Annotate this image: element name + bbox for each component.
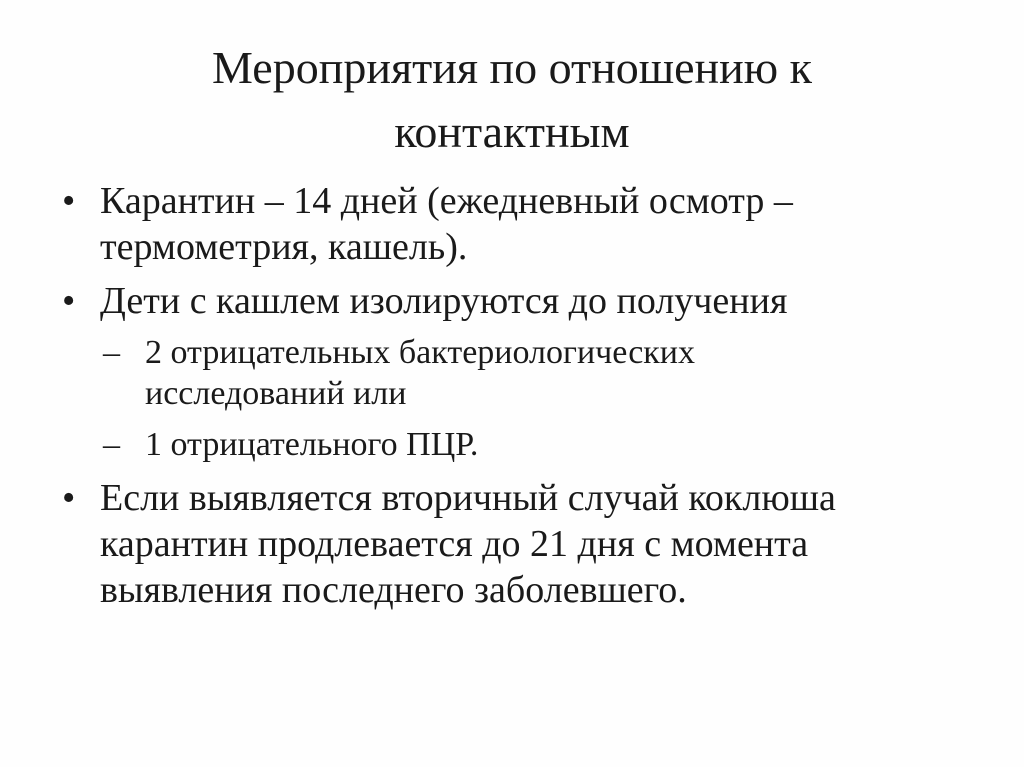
slide-title [0, 36, 1024, 164]
sub-item-text-line: исследований или [145, 375, 407, 412]
bullet-item-isolation [56, 278, 976, 324]
bullet-marker: • [62, 477, 76, 519]
bullet-marker: • [62, 280, 76, 322]
dash-marker: – [103, 426, 120, 463]
title-line: контактным [394, 106, 630, 157]
bullet-item-quarantine [56, 178, 976, 270]
bullet-item-secondary-case [56, 475, 976, 613]
bullet-text-line: термометрия, кашель). [100, 226, 468, 268]
sub-item-text-line: 2 отрицательных бактериологических [145, 334, 695, 371]
bullet-text-line: Дети с кашлем изолируются до получения [100, 280, 788, 322]
bullet-text-line: карантин продлевается до 21 дня с момента [100, 523, 809, 565]
sub-item-text-line: 1 отрицательного ПЦР. [145, 426, 479, 463]
dash-marker: – [103, 334, 120, 371]
bullet-marker: • [62, 180, 76, 222]
bullet-list [56, 178, 976, 621]
bullet-text-line: выявления последнего заболевшего. [100, 569, 687, 611]
title-line: Мероприятия по отношению к [212, 42, 812, 93]
bullet-text-line: Карантин – 14 дней (ежедневный осмотр – [100, 180, 793, 222]
sub-item-bacteriological [56, 332, 976, 414]
sub-item-pcr [56, 424, 976, 465]
bullet-text-line: Если выявляется вторичный случай коклюша [100, 477, 836, 519]
